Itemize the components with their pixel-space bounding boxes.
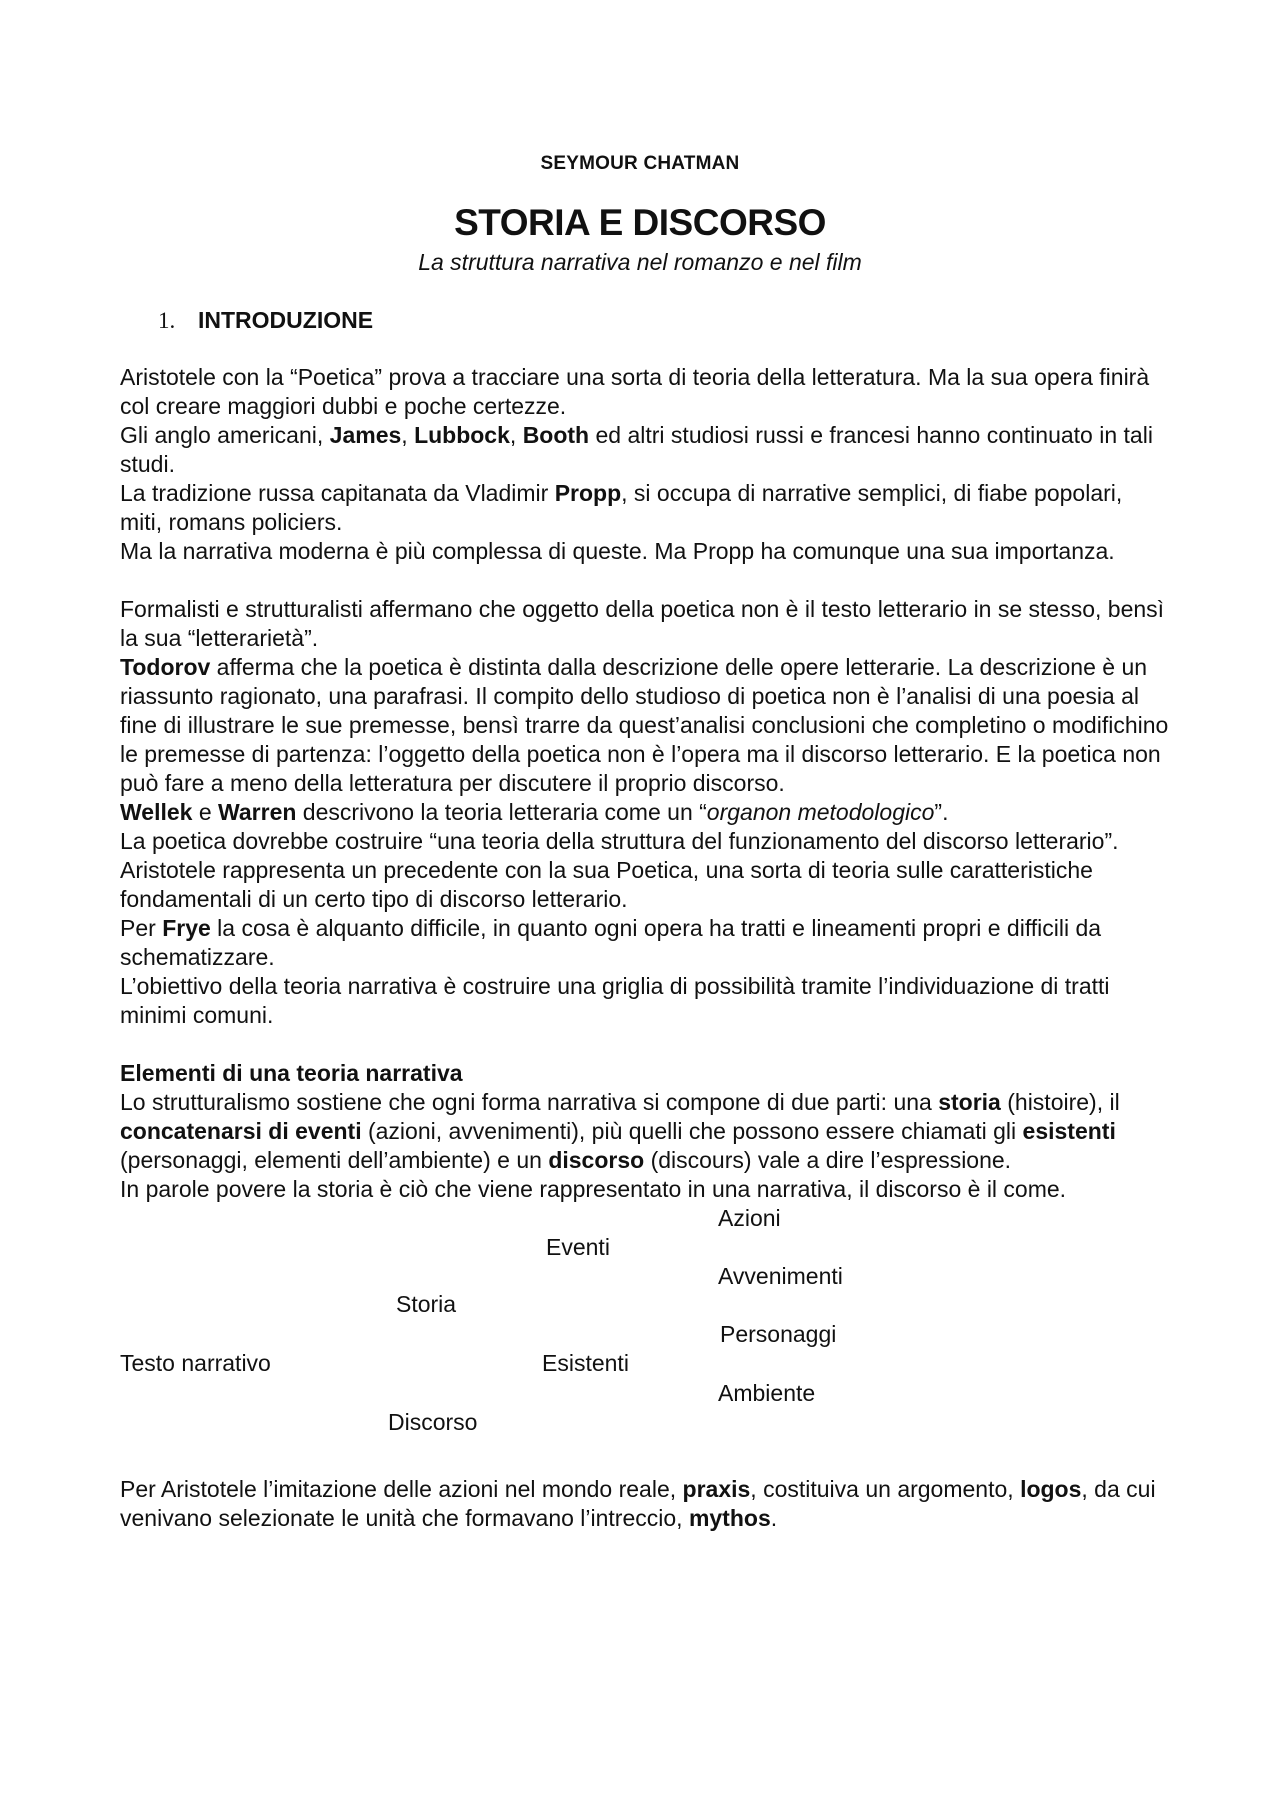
subsection-title: Elementi di una teoria narrativa [120,1060,463,1086]
subsection-heading [120,1059,1170,1088]
diagram-label-esistenti: Esistenti [542,1350,629,1376]
term-discorso: discorso [548,1147,645,1173]
text-run: e [192,799,219,825]
paragraph [120,1175,1170,1204]
name-james: James [329,422,402,448]
text-run: Per [120,915,163,941]
term-concatenarsi: concatenarsi di eventi [120,1118,362,1144]
section-number: 1. [158,308,176,333]
text-run: La tradizione russa capitanata da Vladimir [120,480,555,506]
text-run: Aristotele con la “Poetica” prova a tracciare una sorta di teoria della letteratura. Ma la sua opera finirà col creare maggiori dubbi e poche certezze. [120,364,1150,419]
text-run: , si occupa di narrative semplici, di fiabe popolari, miti, romans policiers. [120,480,1123,535]
name-todorov: Todorov [120,654,211,680]
paragraph [120,1475,1170,1533]
term-storia: storia [938,1089,1001,1115]
text-run: Lo strutturalismo sostiene che ogni forma narrativa si compone di due parti: una [120,1089,939,1115]
text-run: Formalisti e strutturalisti affermano che oggetto della poetica non è il testo letterario in se stesso, bensì la sua “letterarietà”. [120,596,1165,651]
text-run: ”. [934,799,949,825]
paragraph [120,972,1170,1030]
section-heading [158,307,373,334]
document-title: STORIA E DISCORSO [454,202,826,243]
text-run: L’obiettivo della teoria narrativa è costruire una griglia di possibilità tramite l’individuazione di tratti minimi comuni. [120,973,1110,1028]
narrative-diagram [120,1204,1170,1475]
paragraph [120,914,1170,972]
text-run: descrivono la teoria letteraria come un “ [296,799,707,825]
paragraph [120,1088,1170,1175]
text-run: . [770,1505,778,1531]
name-frye: Frye [162,915,211,941]
text-run: , [509,422,523,448]
text-run: , [401,422,415,448]
paragraph [120,798,1170,827]
spacer [120,566,1170,595]
paragraph [120,595,1170,653]
text-run: la cosa è alquanto difficile, in quanto ogni opera ha tratti e lineamenti propri e difficili da schematizzare. [120,915,1102,970]
paragraph [120,479,1170,537]
name-propp: Propp [554,480,622,506]
name-warren: Warren [218,799,297,825]
document-subtitle: La struttura narrativa nel romanzo e nel film [418,249,862,275]
body-text [120,363,1170,1533]
text-run: , da cui venivano selezionate le unità che formavano l’intreccio, [120,1476,1156,1531]
diagram-label-discorso: Discorso [388,1409,478,1435]
spacer [120,1030,1170,1059]
diagram-label-ambiente: Ambiente [718,1380,816,1406]
text-run: La poetica dovrebbe costruire “una teoria della struttura del funzionamento del discorso letterario”. Aristotele rappresenta un precedente con la sua Poetica, una sorta di teoria sulle caratteristiche fondamentali di un certo tipo di discorso letterario. [120,828,1119,912]
paragraph [120,827,1170,914]
diagram-label-storia: Storia [396,1291,457,1317]
text-run: Gli anglo americani, [120,422,330,448]
diagram-label-testo-narrativo: Testo narrativo [120,1350,271,1376]
paragraph [120,421,1170,479]
text-run: (histoire), il [1000,1089,1120,1115]
text-run: ed altri studiosi russi e francesi hanno continuato in tali studi. [120,422,1153,477]
term-organon: organon metodologico [706,799,935,825]
paragraph [120,653,1170,798]
text-run: (discours) vale a dire l’espressione. [644,1147,1012,1173]
text-run: , costituiva un argomento, [750,1476,1021,1502]
diagram-label-avvenimenti: Avvenimenti [718,1263,843,1289]
diagram-label-eventi: Eventi [546,1234,610,1260]
text-run: (personaggi, elementi dell’ambiente) e un [120,1147,549,1173]
text-run: In parole povere la storia è ciò che viene rappresentato in una narrativa, il discorso è il come. [120,1176,1067,1202]
paragraph [120,537,1170,566]
diagram-label-personaggi: Personaggi [720,1321,837,1347]
text-run: afferma che la poetica è distinta dalla descrizione delle opere letterarie. La descrizione è un riassunto ragionato, una parafrasi. Il compito dello studioso di poetica non è l’analisi di una poesia al fine di illustrare le sue premesse, bensì trarre da quest’analisi conclusioni che completino o modifichino le premesse di partenza: l’oggetto della poetica non è l’opera ma il discorso letterario. E la poetica non può fare a meno della letteratura per discutere il proprio discorso. [120,654,1169,796]
name-wellek: Wellek [120,799,193,825]
diagram-label-azioni: Azioni [718,1205,781,1231]
term-mythos: mythos [688,1505,771,1531]
text-run: Per Aristotele l’imitazione delle azioni nel mondo reale, [120,1476,683,1502]
term-logos: logos [1020,1476,1082,1502]
author-name: SEYMOUR CHATMAN [540,153,740,174]
name-lubbock: Lubbock [414,422,510,448]
text-run: (azioni, avvenimenti), più quelli che possono essere chiamati gli [361,1118,1023,1144]
text-run: Ma la narrativa moderna è più complessa di queste. Ma Propp ha comunque una sua importanza. [120,538,1115,564]
paragraph [120,363,1170,421]
section-title: INTRODUZIONE [198,307,374,333]
term-esistenti: esistenti [1022,1118,1116,1144]
name-booth: Booth [522,422,590,448]
term-praxis: praxis [682,1476,751,1502]
